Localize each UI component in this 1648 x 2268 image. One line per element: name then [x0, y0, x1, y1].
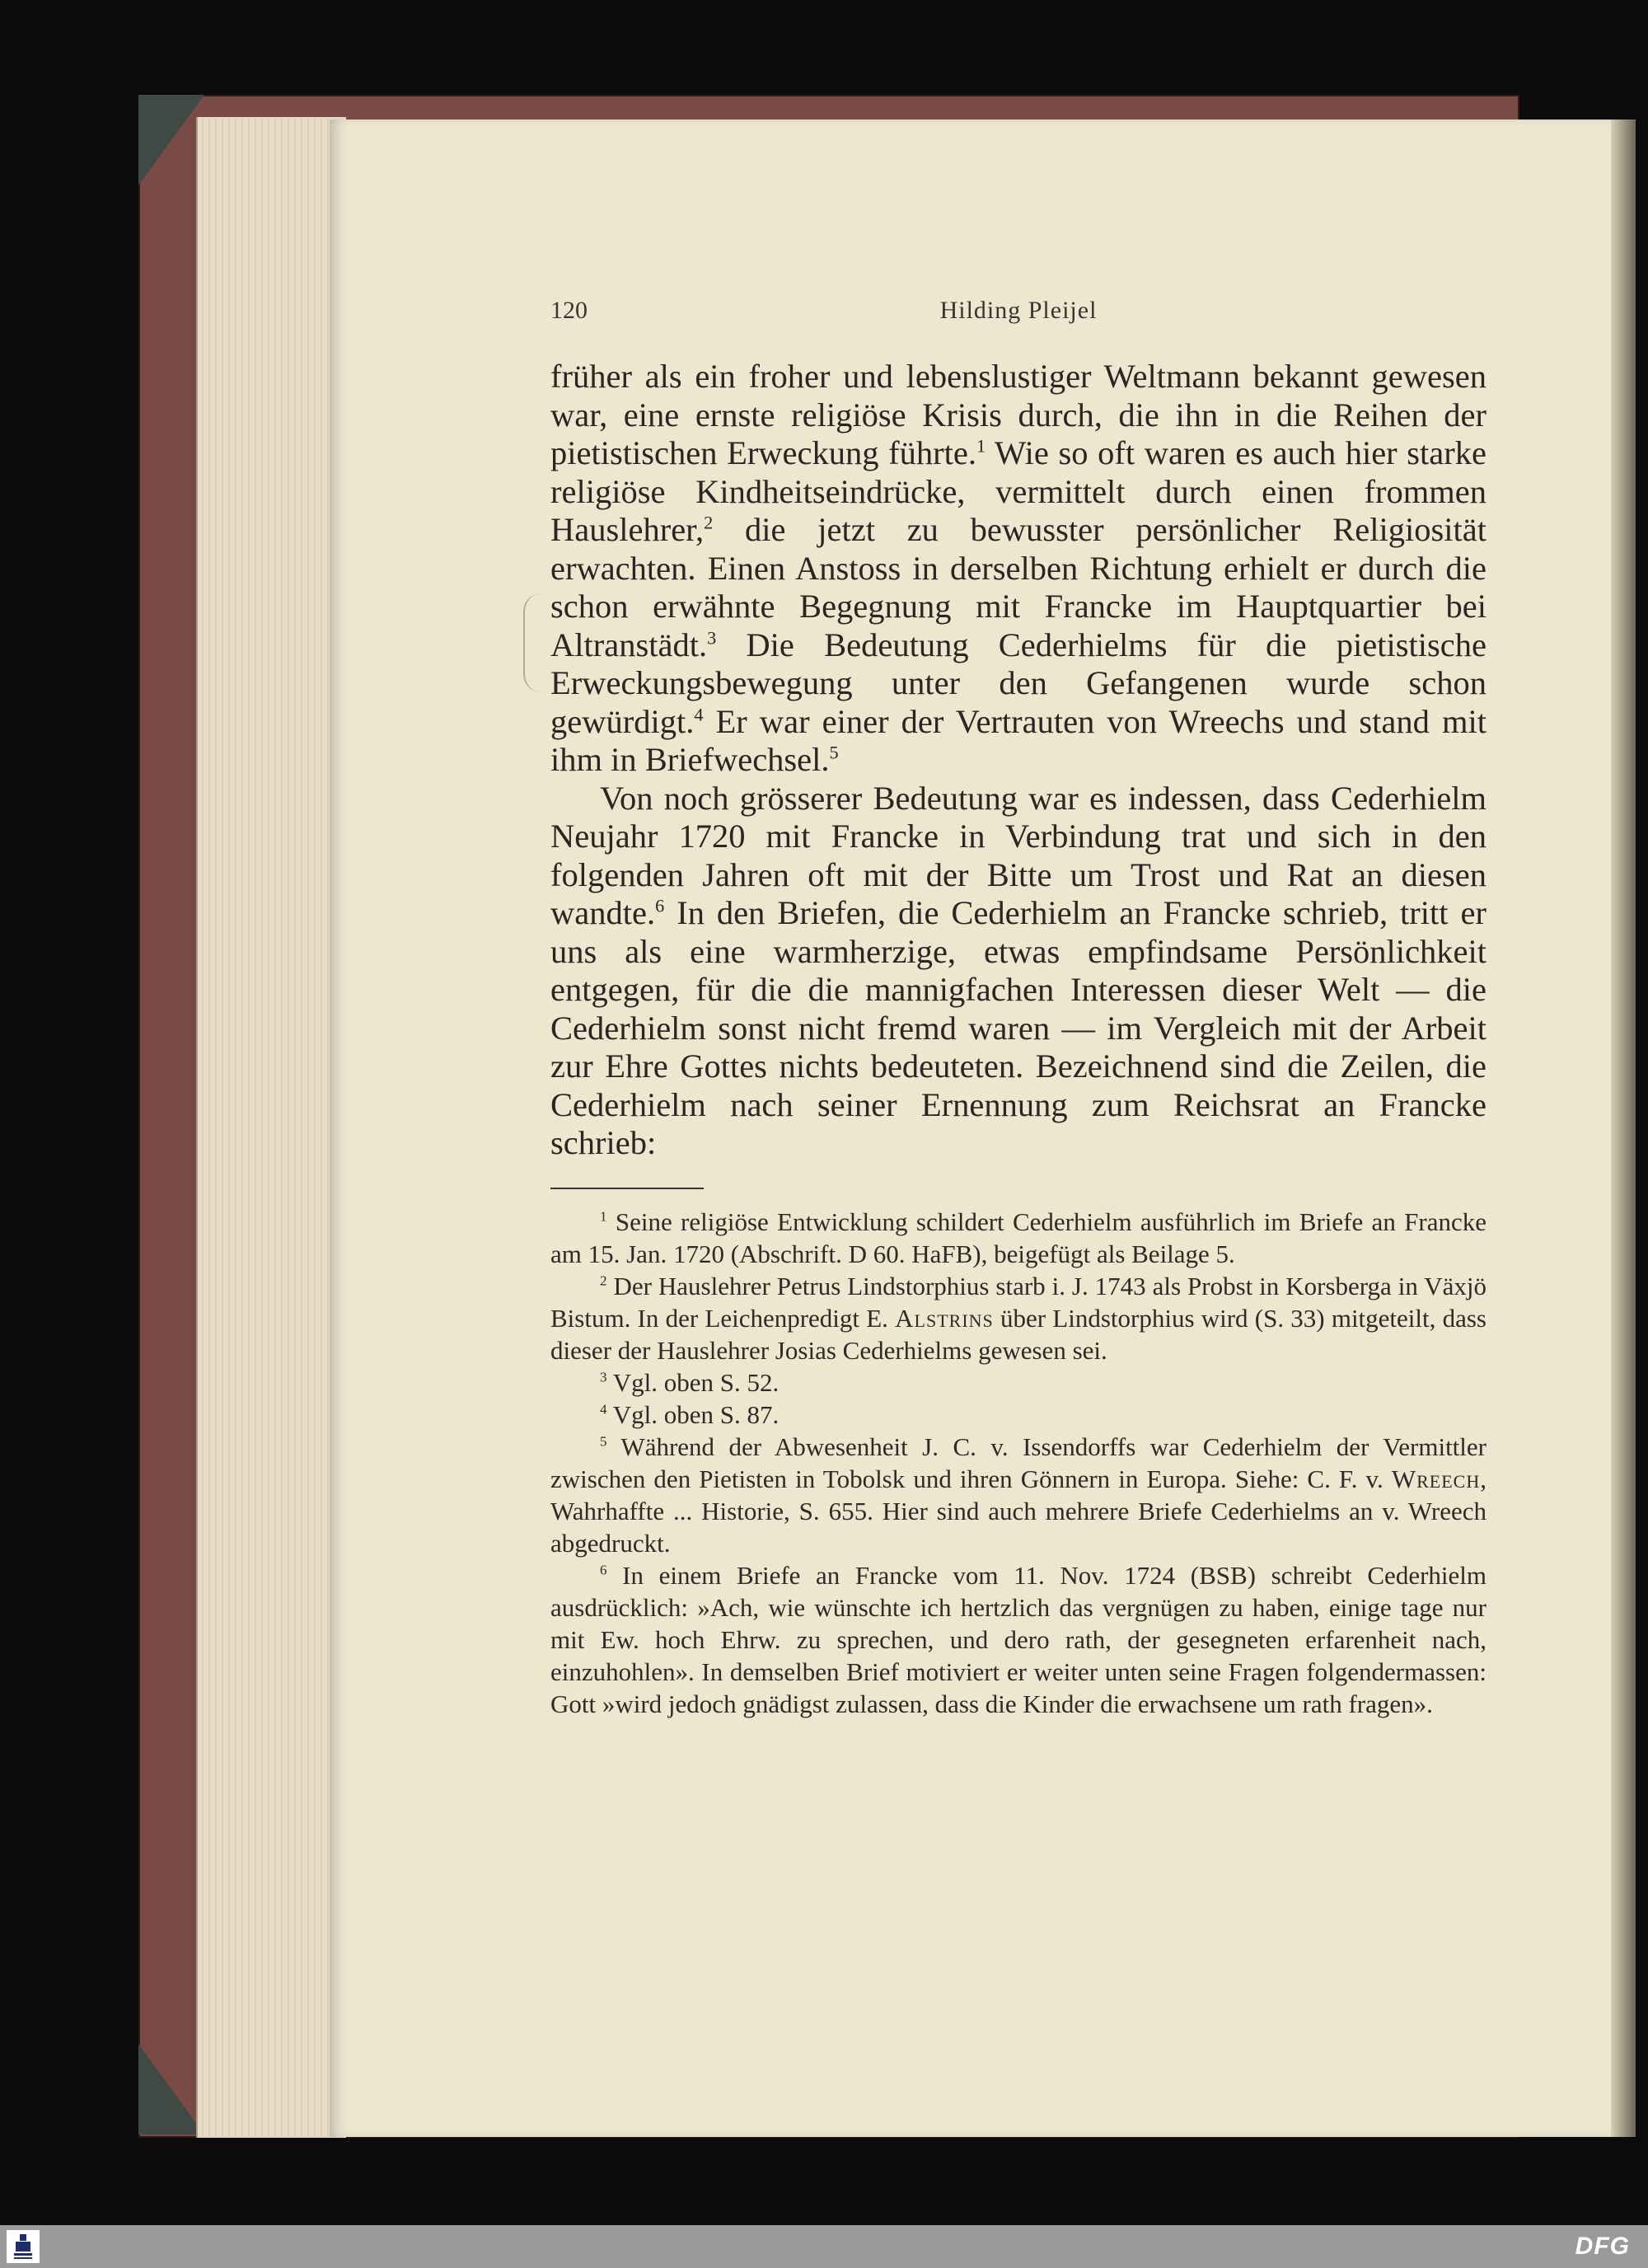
- library-seal-icon[interactable]: [7, 2230, 40, 2263]
- footnote-text: In einem Briefe an Francke vom 11. Nov. 1724 (BSB) schreibt Cederhielm ausdrücklich: »Ach, wie wünschte ich hertzlich das vergnügen zu haben, einige tage nur mit Ew. hoch Ehrw. zu sprechen, und dero rath, der gesegneten erfarenheit nach, einzuhohlen». In demselben Brief motiviert er weiter unten seine Fragen folgendermassen: Gott »wird jedoch gnädigst zulassen, dass die Kinder die erwachsene um rath fragen».: [550, 1560, 1486, 1718]
- footnote-number: 3: [600, 1369, 607, 1385]
- text-run: In den Briefen, die Cederhielm an Francke schrieb, tritt er uns als eine warmherzige, etwas empfindsame Persönlichkeit entgegen, für die die mannigfachen Interessen dieser Welt — die Cederhielm sonst nicht fremd waren — im Vergleich mit der Arbeit zur Ehre Gottes nichts bedeuteten. Bezeichnend sind die Zeilen, die Cederhielm nach seiner Ernennung zum Reichsrat an Francke schrieb:: [550, 894, 1486, 1161]
- author-name: Wreech: [1391, 1464, 1481, 1493]
- paragraph-1: [550, 358, 1486, 780]
- text-run: früher als ein froher und lebenslustiger Weltmann bekannt gewesen war, eine ernste religiöse Krisis durch, die ihn in die Reihen der pietistischen Erweckung führte.: [550, 358, 1486, 471]
- footnotes: [550, 1206, 1486, 1720]
- page-content: [550, 297, 1486, 1720]
- running-head: [550, 297, 1486, 338]
- footnote-number: 2: [600, 1272, 607, 1289]
- footnote-4: [550, 1399, 1486, 1431]
- pencil-margin-mark: [523, 593, 541, 692]
- text-run: Von noch grösserer Bedeutung war es indessen, dass Cederhielm Neujahr 1720 mit Francke in Verbindung trat und sich in den folgenden Jahren oft mit der Bitte um Trost und Rat an diesen wandte.: [550, 779, 1486, 931]
- page-gutter: [1611, 119, 1636, 2137]
- running-head-spacer: [1421, 297, 1486, 338]
- author-name: Alstrins: [895, 1303, 994, 1333]
- footnote-2: [550, 1270, 1486, 1366]
- footnote-number: 1: [600, 1208, 607, 1225]
- footnote-ref[interactable]: 5: [829, 742, 839, 763]
- dfg-logo[interactable]: DFG: [1575, 2233, 1630, 2260]
- footnote-text: Vgl. oben S. 87.: [606, 1399, 780, 1429]
- text-run: Die Bedeutung Cederhielms für die pietistische Erweckungsbewegung unter den Gefangenen wurde schon gewürdigt.: [550, 626, 1486, 740]
- footnote-number: 4: [600, 1401, 607, 1418]
- cover-corner-top: [138, 95, 204, 185]
- footnote-6: [550, 1559, 1486, 1720]
- footnote-text: , Wahrhaffte ... Historie, S. 655. Hier sind auch mehrere Briefe Cederhielms an v. Wreech abgedruckt.: [550, 1464, 1486, 1558]
- viewer-footer: [0, 2225, 1648, 2268]
- footnote-ref[interactable]: 6: [655, 895, 665, 916]
- footnote-ref[interactable]: 4: [694, 704, 704, 724]
- text-run: Er war einer der Vertrauten von Wreechs und stand mit ihm in Briefwechsel.: [550, 702, 1486, 778]
- footnote-text: über Lindstorphius wird (S. 33) mitgeteilt, dass dieser der Hauslehrer Josias Cederhielms gewesen sei.: [550, 1303, 1486, 1365]
- footnote-ref[interactable]: 3: [707, 627, 717, 648]
- footnote-1: [550, 1206, 1486, 1270]
- footnote-text: Seine religiöse Entwicklung schildert Cederhielm ausführlich im Briefe an Francke am 15. Jan. 1720 (Abschrift. D 60. HaFB), beigefügt als Beilage 5.: [550, 1207, 1486, 1268]
- footnote-ref[interactable]: 1: [976, 435, 986, 457]
- footnote-text: Der Hauslehrer Petrus Lindstorphius starb i. J. 1743 als Probst in Korsberga in Växjö Bistum. In der Leichenpredigt E.: [550, 1271, 1486, 1333]
- footnote-ref[interactable]: 2: [704, 512, 714, 533]
- page-edges: [196, 117, 346, 2138]
- footnote-text: Während der Abwesenheit J. C. v. Issendorffs war Cederhielm der Vermittler zwischen den Pietisten in Tobolsk und ihren Gönnern in Europa. Siehe: C. F. v.: [550, 1432, 1486, 1493]
- text-run: die jetzt zu bewusster persönlicher Religiosität erwachten. Einen Anstoss in derselben Richtung erhielt er durch die schon erwähnte Begegnung mit Francke im Hauptquartier bei Altranstädt.: [550, 511, 1486, 663]
- footnote-3: [550, 1366, 1486, 1399]
- page-number: 120: [550, 297, 588, 324]
- text-run: Wie so oft waren es auch hier starke religiöse Kindheitseindrücke, vermittelt durch einen frommen Hauslehrer,: [550, 434, 1486, 548]
- paragraph-2: [550, 780, 1486, 1163]
- footnote-text: Vgl. oben S. 52.: [606, 1367, 780, 1397]
- footnote-number: 6: [600, 1562, 607, 1578]
- footnote-number: 5: [600, 1433, 607, 1450]
- cover-corner-bottom: [138, 2044, 204, 2134]
- footnote-rule: [550, 1188, 704, 1189]
- body-text: [550, 358, 1486, 1163]
- footnote-5: [550, 1431, 1486, 1559]
- running-title: Hilding Pleijel: [939, 297, 1098, 324]
